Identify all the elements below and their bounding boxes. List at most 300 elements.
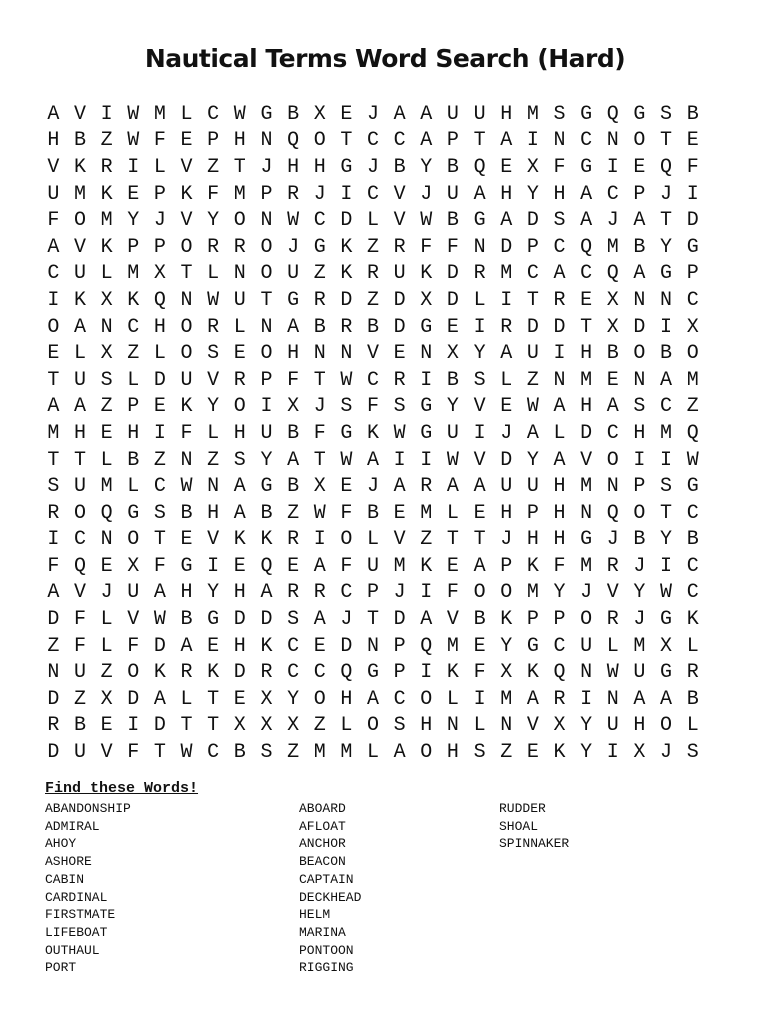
- grid-letter[interactable]: F: [127, 741, 140, 765]
- grid-letter[interactable]: H: [47, 129, 60, 153]
- grid-letter[interactable]: S: [473, 368, 486, 392]
- grid-letter[interactable]: D: [127, 687, 140, 711]
- grid-letter[interactable]: O: [127, 528, 140, 552]
- grid-letter[interactable]: A: [633, 262, 646, 286]
- grid-letter[interactable]: H: [73, 421, 86, 445]
- grid-letter[interactable]: A: [580, 182, 593, 206]
- grid-letter[interactable]: U: [500, 475, 513, 499]
- grid-letter[interactable]: D: [153, 368, 166, 392]
- grid-letter[interactable]: R: [233, 235, 246, 259]
- grid-letter[interactable]: R: [553, 687, 566, 711]
- grid-letter[interactable]: U: [180, 368, 193, 392]
- grid-letter[interactable]: J: [633, 608, 646, 632]
- grid-letter[interactable]: A: [393, 475, 406, 499]
- grid-letter[interactable]: L: [100, 262, 113, 286]
- grid-letter[interactable]: C: [686, 581, 699, 605]
- grid-letter[interactable]: K: [420, 262, 433, 286]
- grid-letter[interactable]: C: [287, 634, 300, 658]
- grid-letter[interactable]: H: [233, 581, 246, 605]
- grid-letter[interactable]: E: [233, 554, 246, 578]
- grid-letter[interactable]: J: [153, 209, 166, 233]
- grid-letter[interactable]: F: [446, 235, 459, 259]
- grid-letter[interactable]: R: [313, 288, 326, 312]
- grid-letter[interactable]: D: [393, 288, 406, 312]
- grid-letter[interactable]: C: [313, 209, 326, 233]
- grid-letter[interactable]: N: [606, 475, 619, 499]
- grid-letter[interactable]: I: [100, 102, 113, 126]
- grid-letter[interactable]: N: [473, 235, 486, 259]
- grid-letter[interactable]: W: [233, 102, 246, 126]
- grid-letter[interactable]: Q: [580, 235, 593, 259]
- grid-letter[interactable]: R: [393, 368, 406, 392]
- grid-letter[interactable]: I: [606, 741, 619, 765]
- grid-letter[interactable]: J: [367, 475, 380, 499]
- grid-letter[interactable]: O: [47, 315, 60, 339]
- grid-letter[interactable]: I: [580, 687, 593, 711]
- grid-letter[interactable]: C: [686, 288, 699, 312]
- grid-letter[interactable]: N: [180, 288, 193, 312]
- grid-letter[interactable]: P: [526, 235, 539, 259]
- grid-letter[interactable]: V: [393, 182, 406, 206]
- grid-letter[interactable]: B: [127, 448, 140, 472]
- grid-letter[interactable]: P: [367, 581, 380, 605]
- grid-letter[interactable]: I: [393, 448, 406, 472]
- grid-letter[interactable]: V: [207, 368, 220, 392]
- grid-letter[interactable]: A: [633, 687, 646, 711]
- grid-letter[interactable]: R: [553, 288, 566, 312]
- grid-letter[interactable]: G: [420, 395, 433, 419]
- grid-letter[interactable]: X: [233, 714, 246, 738]
- grid-letter[interactable]: C: [153, 475, 166, 499]
- grid-letter[interactable]: S: [660, 102, 673, 126]
- grid-letter[interactable]: R: [606, 554, 619, 578]
- grid-letter[interactable]: A: [446, 475, 459, 499]
- grid-letter[interactable]: D: [526, 209, 539, 233]
- grid-letter[interactable]: C: [313, 661, 326, 685]
- grid-letter[interactable]: D: [446, 288, 459, 312]
- grid-letter[interactable]: Y: [446, 395, 459, 419]
- grid-letter[interactable]: N: [100, 315, 113, 339]
- grid-letter[interactable]: E: [606, 368, 619, 392]
- grid-letter[interactable]: Z: [526, 368, 539, 392]
- grid-letter[interactable]: Z: [100, 395, 113, 419]
- grid-letter[interactable]: V: [473, 448, 486, 472]
- grid-letter[interactable]: E: [233, 687, 246, 711]
- grid-letter[interactable]: C: [553, 634, 566, 658]
- grid-letter[interactable]: C: [393, 687, 406, 711]
- grid-letter[interactable]: B: [313, 315, 326, 339]
- grid-letter[interactable]: D: [153, 634, 166, 658]
- grid-letter[interactable]: D: [340, 634, 353, 658]
- grid-letter[interactable]: A: [287, 315, 300, 339]
- grid-letter[interactable]: D: [340, 288, 353, 312]
- grid-letter[interactable]: H: [233, 421, 246, 445]
- grid-letter[interactable]: X: [606, 315, 619, 339]
- grid-letter[interactable]: W: [340, 448, 353, 472]
- grid-letter[interactable]: T: [526, 288, 539, 312]
- grid-letter[interactable]: K: [526, 661, 539, 685]
- grid-letter[interactable]: O: [420, 687, 433, 711]
- grid-letter[interactable]: T: [340, 129, 353, 153]
- grid-letter[interactable]: F: [686, 155, 699, 179]
- grid-letter[interactable]: Z: [207, 448, 220, 472]
- grid-letter[interactable]: K: [73, 155, 86, 179]
- grid-letter[interactable]: Y: [660, 235, 673, 259]
- grid-letter[interactable]: L: [127, 475, 140, 499]
- grid-letter[interactable]: F: [313, 421, 326, 445]
- grid-letter[interactable]: O: [127, 661, 140, 685]
- grid-letter[interactable]: X: [287, 714, 300, 738]
- grid-letter[interactable]: L: [127, 368, 140, 392]
- grid-letter[interactable]: L: [500, 368, 513, 392]
- grid-letter[interactable]: W: [127, 129, 140, 153]
- grid-letter[interactable]: T: [47, 368, 60, 392]
- grid-letter[interactable]: K: [553, 741, 566, 765]
- grid-letter[interactable]: E: [500, 395, 513, 419]
- grid-letter[interactable]: P: [526, 608, 539, 632]
- grid-letter[interactable]: N: [660, 288, 673, 312]
- grid-letter[interactable]: M: [420, 501, 433, 525]
- grid-letter[interactable]: H: [553, 501, 566, 525]
- grid-letter[interactable]: Z: [287, 501, 300, 525]
- grid-letter[interactable]: G: [180, 554, 193, 578]
- grid-letter[interactable]: X: [260, 687, 273, 711]
- grid-letter[interactable]: I: [473, 421, 486, 445]
- grid-letter[interactable]: R: [207, 235, 220, 259]
- grid-letter[interactable]: C: [73, 528, 86, 552]
- grid-letter[interactable]: G: [420, 421, 433, 445]
- grid-letter[interactable]: R: [393, 235, 406, 259]
- grid-letter[interactable]: N: [207, 475, 220, 499]
- grid-letter[interactable]: J: [606, 209, 619, 233]
- grid-letter[interactable]: U: [260, 421, 273, 445]
- grid-letter[interactable]: W: [446, 448, 459, 472]
- grid-letter[interactable]: E: [100, 421, 113, 445]
- grid-letter[interactable]: U: [580, 634, 593, 658]
- grid-letter[interactable]: X: [526, 155, 539, 179]
- grid-letter[interactable]: S: [100, 368, 113, 392]
- grid-letter[interactable]: D: [260, 608, 273, 632]
- grid-letter[interactable]: S: [233, 448, 246, 472]
- grid-letter[interactable]: K: [180, 182, 193, 206]
- grid-letter[interactable]: M: [526, 102, 539, 126]
- grid-letter[interactable]: X: [686, 315, 699, 339]
- grid-letter[interactable]: L: [553, 421, 566, 445]
- grid-letter[interactable]: N: [100, 528, 113, 552]
- grid-letter[interactable]: A: [47, 395, 60, 419]
- grid-letter[interactable]: V: [393, 209, 406, 233]
- grid-letter[interactable]: I: [686, 182, 699, 206]
- grid-letter[interactable]: D: [47, 741, 60, 765]
- grid-letter[interactable]: W: [393, 421, 406, 445]
- grid-letter[interactable]: M: [500, 262, 513, 286]
- grid-letter[interactable]: S: [47, 475, 60, 499]
- grid-letter[interactable]: C: [606, 182, 619, 206]
- grid-letter[interactable]: H: [153, 315, 166, 339]
- grid-letter[interactable]: D: [153, 714, 166, 738]
- grid-letter[interactable]: U: [446, 102, 459, 126]
- grid-letter[interactable]: P: [153, 235, 166, 259]
- grid-letter[interactable]: H: [553, 475, 566, 499]
- grid-letter[interactable]: H: [233, 129, 246, 153]
- grid-letter[interactable]: H: [340, 687, 353, 711]
- grid-letter[interactable]: J: [660, 741, 673, 765]
- grid-letter[interactable]: C: [580, 129, 593, 153]
- grid-letter[interactable]: O: [660, 714, 673, 738]
- grid-letter[interactable]: B: [606, 342, 619, 366]
- grid-letter[interactable]: Y: [580, 741, 593, 765]
- grid-letter[interactable]: F: [340, 501, 353, 525]
- grid-letter[interactable]: O: [633, 129, 646, 153]
- grid-letter[interactable]: N: [313, 342, 326, 366]
- grid-letter[interactable]: P: [207, 129, 220, 153]
- grid-letter[interactable]: E: [313, 634, 326, 658]
- grid-letter[interactable]: J: [260, 155, 273, 179]
- grid-letter[interactable]: B: [686, 528, 699, 552]
- grid-letter[interactable]: R: [287, 182, 300, 206]
- grid-letter[interactable]: H: [207, 501, 220, 525]
- grid-letter[interactable]: C: [660, 395, 673, 419]
- grid-letter[interactable]: V: [47, 155, 60, 179]
- grid-letter[interactable]: V: [580, 448, 593, 472]
- grid-letter[interactable]: U: [233, 288, 246, 312]
- grid-letter[interactable]: W: [526, 395, 539, 419]
- grid-letter[interactable]: N: [580, 661, 593, 685]
- grid-letter[interactable]: Y: [526, 448, 539, 472]
- grid-letter[interactable]: E: [47, 342, 60, 366]
- grid-letter[interactable]: U: [287, 262, 300, 286]
- grid-letter[interactable]: V: [526, 714, 539, 738]
- grid-letter[interactable]: J: [500, 421, 513, 445]
- grid-letter[interactable]: B: [446, 155, 459, 179]
- grid-letter[interactable]: E: [633, 155, 646, 179]
- grid-letter[interactable]: U: [73, 475, 86, 499]
- grid-letter[interactable]: R: [260, 661, 273, 685]
- grid-letter[interactable]: J: [287, 235, 300, 259]
- grid-letter[interactable]: I: [207, 554, 220, 578]
- grid-letter[interactable]: S: [287, 608, 300, 632]
- grid-letter[interactable]: N: [446, 714, 459, 738]
- grid-letter[interactable]: A: [473, 182, 486, 206]
- grid-letter[interactable]: W: [420, 209, 433, 233]
- grid-letter[interactable]: T: [313, 368, 326, 392]
- grid-letter[interactable]: A: [606, 395, 619, 419]
- grid-letter[interactable]: Q: [420, 634, 433, 658]
- grid-letter[interactable]: Z: [313, 714, 326, 738]
- grid-letter[interactable]: L: [233, 315, 246, 339]
- grid-letter[interactable]: P: [500, 554, 513, 578]
- grid-letter[interactable]: G: [660, 262, 673, 286]
- grid-letter[interactable]: X: [606, 288, 619, 312]
- grid-letter[interactable]: R: [233, 368, 246, 392]
- grid-letter[interactable]: U: [73, 368, 86, 392]
- grid-letter[interactable]: J: [313, 182, 326, 206]
- grid-letter[interactable]: D: [633, 315, 646, 339]
- grid-letter[interactable]: G: [686, 235, 699, 259]
- grid-letter[interactable]: X: [260, 714, 273, 738]
- grid-letter[interactable]: Z: [100, 129, 113, 153]
- grid-letter[interactable]: C: [393, 129, 406, 153]
- grid-letter[interactable]: R: [473, 262, 486, 286]
- grid-letter[interactable]: W: [660, 581, 673, 605]
- grid-letter[interactable]: Z: [367, 235, 380, 259]
- grid-letter[interactable]: K: [340, 262, 353, 286]
- grid-letter[interactable]: S: [633, 395, 646, 419]
- grid-letter[interactable]: X: [100, 687, 113, 711]
- grid-letter[interactable]: U: [73, 741, 86, 765]
- grid-letter[interactable]: S: [393, 395, 406, 419]
- grid-letter[interactable]: G: [660, 661, 673, 685]
- grid-letter[interactable]: A: [233, 475, 246, 499]
- grid-letter[interactable]: Y: [526, 182, 539, 206]
- grid-letter[interactable]: E: [207, 634, 220, 658]
- grid-letter[interactable]: J: [633, 554, 646, 578]
- grid-letter[interactable]: M: [393, 554, 406, 578]
- grid-letter[interactable]: I: [420, 368, 433, 392]
- grid-letter[interactable]: Z: [313, 262, 326, 286]
- grid-letter[interactable]: Q: [606, 262, 619, 286]
- grid-letter[interactable]: T: [180, 714, 193, 738]
- grid-letter[interactable]: N: [553, 129, 566, 153]
- grid-letter[interactable]: J: [606, 528, 619, 552]
- grid-letter[interactable]: E: [580, 288, 593, 312]
- grid-letter[interactable]: P: [127, 395, 140, 419]
- grid-letter[interactable]: U: [47, 182, 60, 206]
- grid-letter[interactable]: A: [367, 687, 380, 711]
- grid-letter[interactable]: Q: [340, 661, 353, 685]
- grid-letter[interactable]: W: [180, 741, 193, 765]
- grid-letter[interactable]: I: [127, 714, 140, 738]
- grid-letter[interactable]: I: [420, 661, 433, 685]
- grid-letter[interactable]: G: [660, 608, 673, 632]
- grid-letter[interactable]: S: [207, 342, 220, 366]
- grid-letter[interactable]: B: [180, 501, 193, 525]
- grid-letter[interactable]: A: [553, 395, 566, 419]
- grid-letter[interactable]: O: [180, 235, 193, 259]
- grid-letter[interactable]: M: [233, 182, 246, 206]
- grid-letter[interactable]: M: [580, 554, 593, 578]
- grid-letter[interactable]: U: [473, 102, 486, 126]
- grid-letter[interactable]: L: [446, 501, 459, 525]
- grid-letter[interactable]: A: [73, 395, 86, 419]
- grid-letter[interactable]: I: [660, 554, 673, 578]
- grid-letter[interactable]: R: [340, 315, 353, 339]
- grid-letter[interactable]: A: [553, 262, 566, 286]
- grid-letter[interactable]: M: [313, 741, 326, 765]
- grid-letter[interactable]: K: [367, 421, 380, 445]
- grid-letter[interactable]: A: [660, 368, 673, 392]
- grid-letter[interactable]: B: [446, 209, 459, 233]
- grid-letter[interactable]: N: [367, 634, 380, 658]
- grid-letter[interactable]: W: [153, 608, 166, 632]
- grid-letter[interactable]: X: [313, 102, 326, 126]
- grid-letter[interactable]: F: [180, 421, 193, 445]
- grid-letter[interactable]: E: [446, 554, 459, 578]
- grid-letter[interactable]: I: [606, 155, 619, 179]
- grid-letter[interactable]: C: [580, 262, 593, 286]
- grid-letter[interactable]: O: [367, 714, 380, 738]
- grid-letter[interactable]: A: [313, 608, 326, 632]
- grid-letter[interactable]: A: [287, 448, 300, 472]
- grid-letter[interactable]: F: [367, 395, 380, 419]
- grid-letter[interactable]: M: [500, 687, 513, 711]
- grid-letter[interactable]: B: [287, 102, 300, 126]
- grid-letter[interactable]: O: [580, 608, 593, 632]
- grid-letter[interactable]: C: [340, 581, 353, 605]
- grid-letter[interactable]: E: [473, 634, 486, 658]
- grid-letter[interactable]: I: [47, 288, 60, 312]
- grid-letter[interactable]: Q: [686, 421, 699, 445]
- grid-letter[interactable]: Z: [500, 741, 513, 765]
- grid-letter[interactable]: D: [500, 235, 513, 259]
- grid-letter[interactable]: G: [686, 475, 699, 499]
- grid-letter[interactable]: J: [367, 155, 380, 179]
- grid-letter[interactable]: D: [47, 687, 60, 711]
- grid-letter[interactable]: X: [313, 475, 326, 499]
- grid-letter[interactable]: H: [180, 581, 193, 605]
- grid-letter[interactable]: T: [153, 528, 166, 552]
- grid-letter[interactable]: H: [500, 501, 513, 525]
- grid-letter[interactable]: G: [340, 155, 353, 179]
- grid-letter[interactable]: S: [686, 741, 699, 765]
- grid-letter[interactable]: E: [526, 741, 539, 765]
- grid-letter[interactable]: X: [153, 262, 166, 286]
- grid-letter[interactable]: I: [553, 342, 566, 366]
- grid-letter[interactable]: K: [180, 395, 193, 419]
- grid-letter[interactable]: N: [420, 342, 433, 366]
- grid-letter[interactable]: Y: [207, 395, 220, 419]
- grid-letter[interactable]: W: [606, 661, 619, 685]
- grid-letter[interactable]: V: [100, 741, 113, 765]
- grid-letter[interactable]: D: [340, 209, 353, 233]
- grid-letter[interactable]: E: [100, 554, 113, 578]
- grid-letter[interactable]: A: [153, 687, 166, 711]
- grid-letter[interactable]: I: [340, 182, 353, 206]
- grid-letter[interactable]: G: [526, 634, 539, 658]
- grid-letter[interactable]: C: [606, 421, 619, 445]
- grid-letter[interactable]: P: [260, 368, 273, 392]
- grid-letter[interactable]: O: [473, 581, 486, 605]
- grid-letter[interactable]: T: [233, 155, 246, 179]
- grid-letter[interactable]: Q: [153, 288, 166, 312]
- grid-letter[interactable]: O: [313, 129, 326, 153]
- grid-letter[interactable]: O: [686, 342, 699, 366]
- grid-letter[interactable]: M: [446, 634, 459, 658]
- grid-letter[interactable]: F: [287, 368, 300, 392]
- grid-letter[interactable]: A: [473, 475, 486, 499]
- grid-letter[interactable]: H: [287, 342, 300, 366]
- grid-letter[interactable]: E: [340, 102, 353, 126]
- grid-letter[interactable]: U: [73, 262, 86, 286]
- grid-letter[interactable]: A: [260, 581, 273, 605]
- grid-letter[interactable]: C: [367, 129, 380, 153]
- grid-letter[interactable]: F: [553, 554, 566, 578]
- grid-letter[interactable]: L: [73, 342, 86, 366]
- grid-letter[interactable]: A: [553, 448, 566, 472]
- grid-letter[interactable]: E: [127, 182, 140, 206]
- grid-letter[interactable]: Q: [100, 501, 113, 525]
- grid-letter[interactable]: X: [287, 395, 300, 419]
- grid-letter[interactable]: T: [47, 448, 60, 472]
- grid-letter[interactable]: O: [606, 448, 619, 472]
- grid-letter[interactable]: U: [446, 182, 459, 206]
- grid-letter[interactable]: Y: [473, 342, 486, 366]
- grid-letter[interactable]: V: [73, 235, 86, 259]
- grid-letter[interactable]: G: [473, 209, 486, 233]
- grid-letter[interactable]: P: [393, 634, 406, 658]
- grid-letter[interactable]: T: [73, 448, 86, 472]
- grid-letter[interactable]: G: [260, 475, 273, 499]
